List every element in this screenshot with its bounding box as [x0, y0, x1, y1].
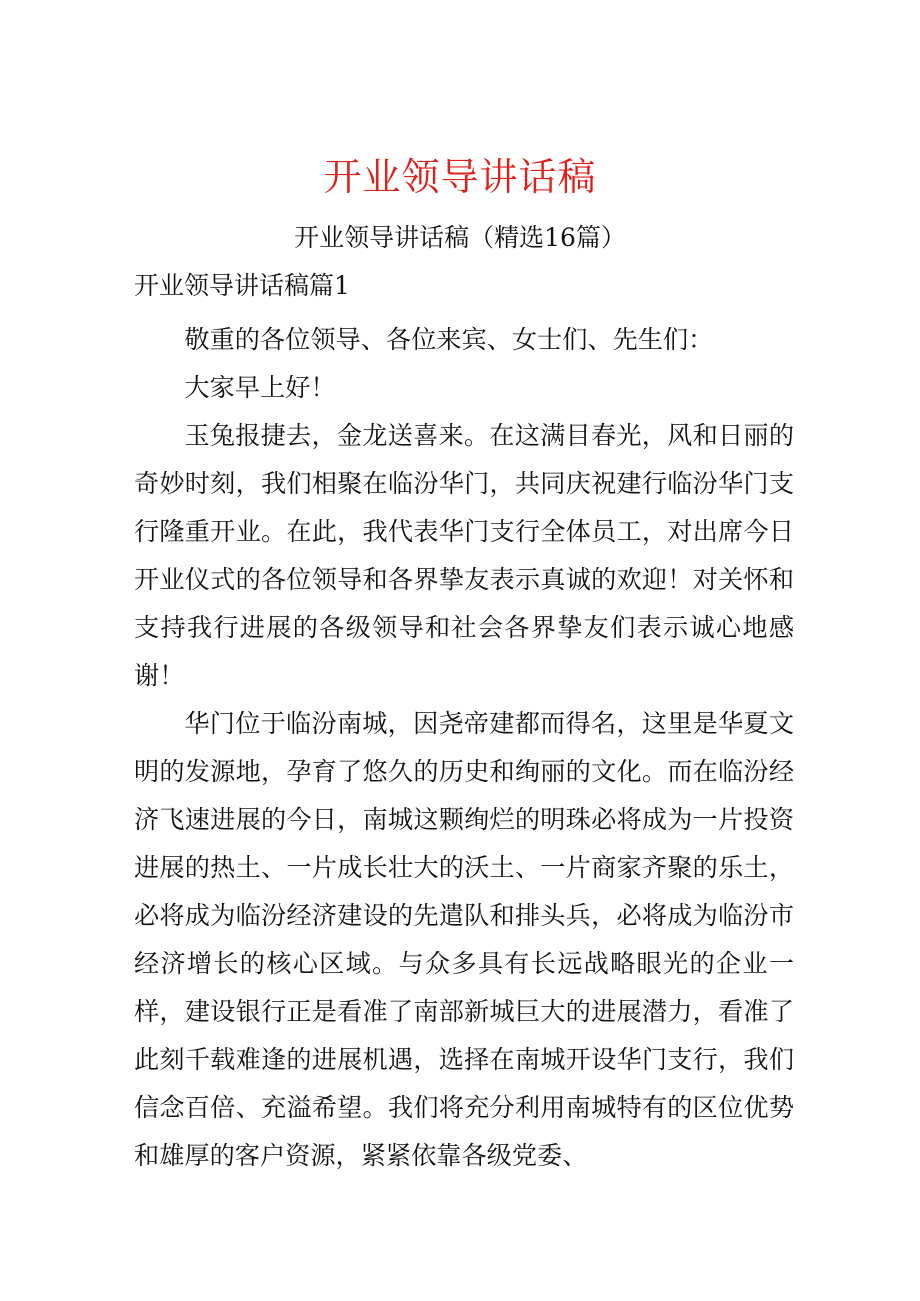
section-heading: 开业领导讲话稿篇1	[134, 271, 350, 300]
paragraph-huamen: 华门位于临汾南城，因尧帝建都而得名，这里是华夏文明的发源地，孕育了悠久的历史和绚丽的文化。而在临汾经济飞速进展的今日，南城这颗绚烂的明珠必将成为一片投资进展的热土、一片成长壮大的沃土、一片商家齐聚的乐土，必将成为临汾经济建设的先遣队和排头兵，必将成为临汾市经济增长的核心区域。与众多具有长远战略眼光的企业一样，建设银行正是看准了南部新城巨大的进展潜力，看准了此刻千载难逢的进展机遇，选择在南城开设华门支行，我们信念百倍、充溢希望。我们将充分利用南城特有的区位优势和雄厚的客户资源，紧紧依靠各级党委、	[134, 709, 794, 1170]
paragraph-greeting: 敬重的各位领导、各位来宾、女士们、先生们：	[184, 325, 714, 354]
document-title: 开业领导讲话稿	[323, 155, 597, 199]
document-subtitle: 开业领导讲话稿（精选16篇）	[294, 223, 626, 252]
paragraph-opening: 玉兔报捷去，金龙送喜来。在这满目春光，风和日丽的奇妙时刻，我们相聚在临汾华门，共同庆祝建行临汾华门支行隆重开业。在此，我代表华门支行全体员工，对出席今日开业仪式的各位领导和各界挚友表示真诚的欢迎！对关怀和支持我行进展的各级领导和社会各界挚友们表示诚心地感谢！	[134, 421, 794, 690]
document-body	[134, 316, 794, 1180]
paragraph-morning: 大家早上好！	[184, 373, 336, 402]
